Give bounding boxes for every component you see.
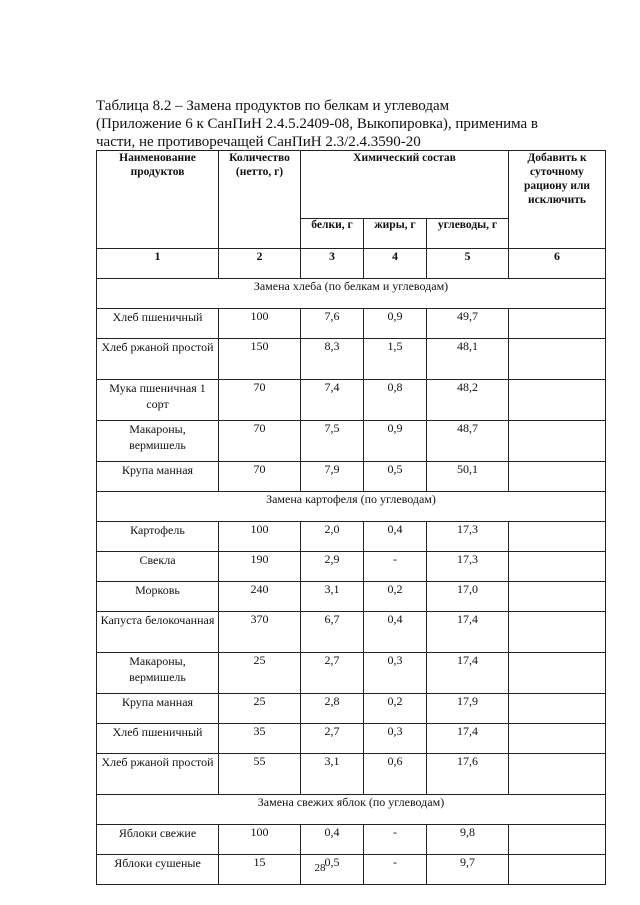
caption-line-1: Таблица 8.2 – Замена продуктов по белкам и углеводам: [96, 98, 450, 114]
fats-cell: -: [364, 855, 427, 885]
quantity-cell: 70: [219, 421, 301, 462]
table-row: [97, 754, 606, 795]
proteins-cell: 3,1: [301, 754, 364, 795]
quantity-cell: 240: [219, 582, 301, 612]
table-row: [97, 582, 606, 612]
quantity-cell: 100: [219, 522, 301, 552]
product-name: Капуста белокочанная: [97, 612, 219, 653]
fats-cell: 0,3: [364, 724, 427, 754]
fats-cell: 0,8: [364, 380, 427, 421]
header-name: Наименование продуктов: [97, 151, 219, 249]
proteins-cell: 0,5: [301, 855, 364, 885]
add-exclude-cell: [509, 694, 606, 724]
substitution-table: [96, 150, 606, 885]
header-add-or-exclude: Добавить к суточному рациону или исключить: [509, 151, 606, 249]
col-number: 4: [364, 249, 427, 279]
product-name: Хлеб пшеничный: [97, 309, 219, 339]
header-fats: жиры, г: [364, 219, 427, 249]
product-name: Крупа манная: [97, 462, 219, 492]
table-row: [97, 462, 606, 492]
carbs-cell: 49,7: [427, 309, 509, 339]
section-row: [97, 795, 606, 825]
product-name: Хлеб пшеничный: [97, 724, 219, 754]
carbs-cell: 50,1: [427, 462, 509, 492]
proteins-cell: 0,4: [301, 825, 364, 855]
product-name: Картофель: [97, 522, 219, 552]
fats-cell: -: [364, 552, 427, 582]
header-quantity: Количество (нетто, г): [219, 151, 301, 249]
add-exclude-cell: [509, 612, 606, 653]
add-exclude-cell: [509, 825, 606, 855]
add-exclude-cell: [509, 339, 606, 380]
add-exclude-cell: [509, 724, 606, 754]
table-row: [97, 612, 606, 653]
quantity-cell: 370: [219, 612, 301, 653]
col-number: 1: [97, 249, 219, 279]
add-exclude-cell: [509, 653, 606, 694]
table-row: [97, 421, 606, 462]
fats-cell: 0,6: [364, 754, 427, 795]
table-row: [97, 724, 606, 754]
product-name: Хлеб ржаной простой: [97, 754, 219, 795]
quantity-cell: 70: [219, 462, 301, 492]
proteins-cell: 2,8: [301, 694, 364, 724]
table-row: [97, 339, 606, 380]
proteins-cell: 3,1: [301, 582, 364, 612]
proteins-cell: 2,9: [301, 552, 364, 582]
proteins-cell: 7,4: [301, 380, 364, 421]
add-exclude-cell: [509, 552, 606, 582]
section-row: [97, 492, 606, 522]
fats-cell: 0,3: [364, 653, 427, 694]
fats-cell: 0,2: [364, 694, 427, 724]
product-name: Крупа манная: [97, 694, 219, 724]
carbs-cell: 17,0: [427, 582, 509, 612]
add-exclude-cell: [509, 309, 606, 339]
table-caption: [96, 97, 566, 151]
add-exclude-cell: [509, 462, 606, 492]
col-number: 2: [219, 249, 301, 279]
proteins-cell: 2,7: [301, 724, 364, 754]
fats-cell: 0,9: [364, 309, 427, 339]
product-name: Мука пшеничная 1 сорт: [97, 380, 219, 421]
product-name: Яблоки сушеные: [97, 855, 219, 885]
proteins-cell: 7,6: [301, 309, 364, 339]
table-row: [97, 825, 606, 855]
quantity-cell: 25: [219, 653, 301, 694]
page-number: 28: [314, 862, 326, 874]
proteins-cell: 8,3: [301, 339, 364, 380]
fats-cell: 0,5: [364, 462, 427, 492]
quantity-cell: 70: [219, 380, 301, 421]
header-carbs: углеводы, г: [427, 219, 509, 249]
table-row: [97, 522, 606, 552]
proteins-cell: 7,5: [301, 421, 364, 462]
proteins-cell: 6,7: [301, 612, 364, 653]
quantity-cell: 100: [219, 825, 301, 855]
quantity-cell: 190: [219, 552, 301, 582]
caption-line-2: (Приложение 6 к СанПиН 2.4.5.2409-08, Выкопировка), применима в: [96, 116, 539, 132]
carbs-cell: 17,3: [427, 552, 509, 582]
proteins-cell: 7,9: [301, 462, 364, 492]
add-exclude-cell: [509, 754, 606, 795]
add-exclude-cell: [509, 582, 606, 612]
header-chemical-composition: Химический состав: [301, 151, 509, 219]
product-name: Макароны, вермишель: [97, 653, 219, 694]
carbs-cell: 9,7: [427, 855, 509, 885]
carbs-cell: 9,8: [427, 825, 509, 855]
add-exclude-cell: [509, 421, 606, 462]
quantity-cell: 15: [219, 855, 301, 885]
carbs-cell: 17,4: [427, 612, 509, 653]
quantity-cell: 150: [219, 339, 301, 380]
quantity-cell: 100: [219, 309, 301, 339]
product-name: Морковь: [97, 582, 219, 612]
carbs-cell: 48,2: [427, 380, 509, 421]
proteins-cell: 2,7: [301, 653, 364, 694]
header-proteins: белки, г: [301, 219, 364, 249]
product-name: Свекла: [97, 552, 219, 582]
carbs-cell: 17,4: [427, 724, 509, 754]
fats-cell: 0,4: [364, 612, 427, 653]
quantity-cell: 25: [219, 694, 301, 724]
carbs-cell: 48,7: [427, 421, 509, 462]
table-row: [97, 694, 606, 724]
product-name: Макароны, вермишель: [97, 421, 219, 462]
col-number: 3: [301, 249, 364, 279]
carbs-cell: 17,9: [427, 694, 509, 724]
carbs-cell: 17,4: [427, 653, 509, 694]
section-title: Замена картофеля (по углеводам): [97, 492, 606, 522]
carbs-cell: 48,1: [427, 339, 509, 380]
fats-cell: 0,4: [364, 522, 427, 552]
section-title: Замена хлеба (по белкам и углеводам): [97, 279, 606, 309]
section-row: [97, 279, 606, 309]
fats-cell: 0,2: [364, 582, 427, 612]
caption-line-3: части, не противоречащей СанПиН 2.3/2.4.3590-20: [96, 134, 421, 150]
quantity-cell: 55: [219, 754, 301, 795]
table-row: [97, 380, 606, 421]
add-exclude-cell: [509, 522, 606, 552]
fats-cell: 1,5: [364, 339, 427, 380]
column-number-row: [97, 249, 606, 279]
table-row: [97, 653, 606, 694]
carbs-cell: 17,3: [427, 522, 509, 552]
fats-cell: -: [364, 825, 427, 855]
proteins-cell: 2,0: [301, 522, 364, 552]
col-number: 5: [427, 249, 509, 279]
quantity-cell: 35: [219, 724, 301, 754]
fats-cell: 0,9: [364, 421, 427, 462]
col-number: 6: [509, 249, 606, 279]
product-name: Хлеб ржаной простой: [97, 339, 219, 380]
add-exclude-cell: [509, 380, 606, 421]
section-title: Замена свежих яблок (по углеводам): [97, 795, 606, 825]
table-body: [97, 279, 606, 885]
carbs-cell: 17,6: [427, 754, 509, 795]
table-row: [97, 552, 606, 582]
product-name: Яблоки свежие: [97, 825, 219, 855]
table-row: [97, 309, 606, 339]
